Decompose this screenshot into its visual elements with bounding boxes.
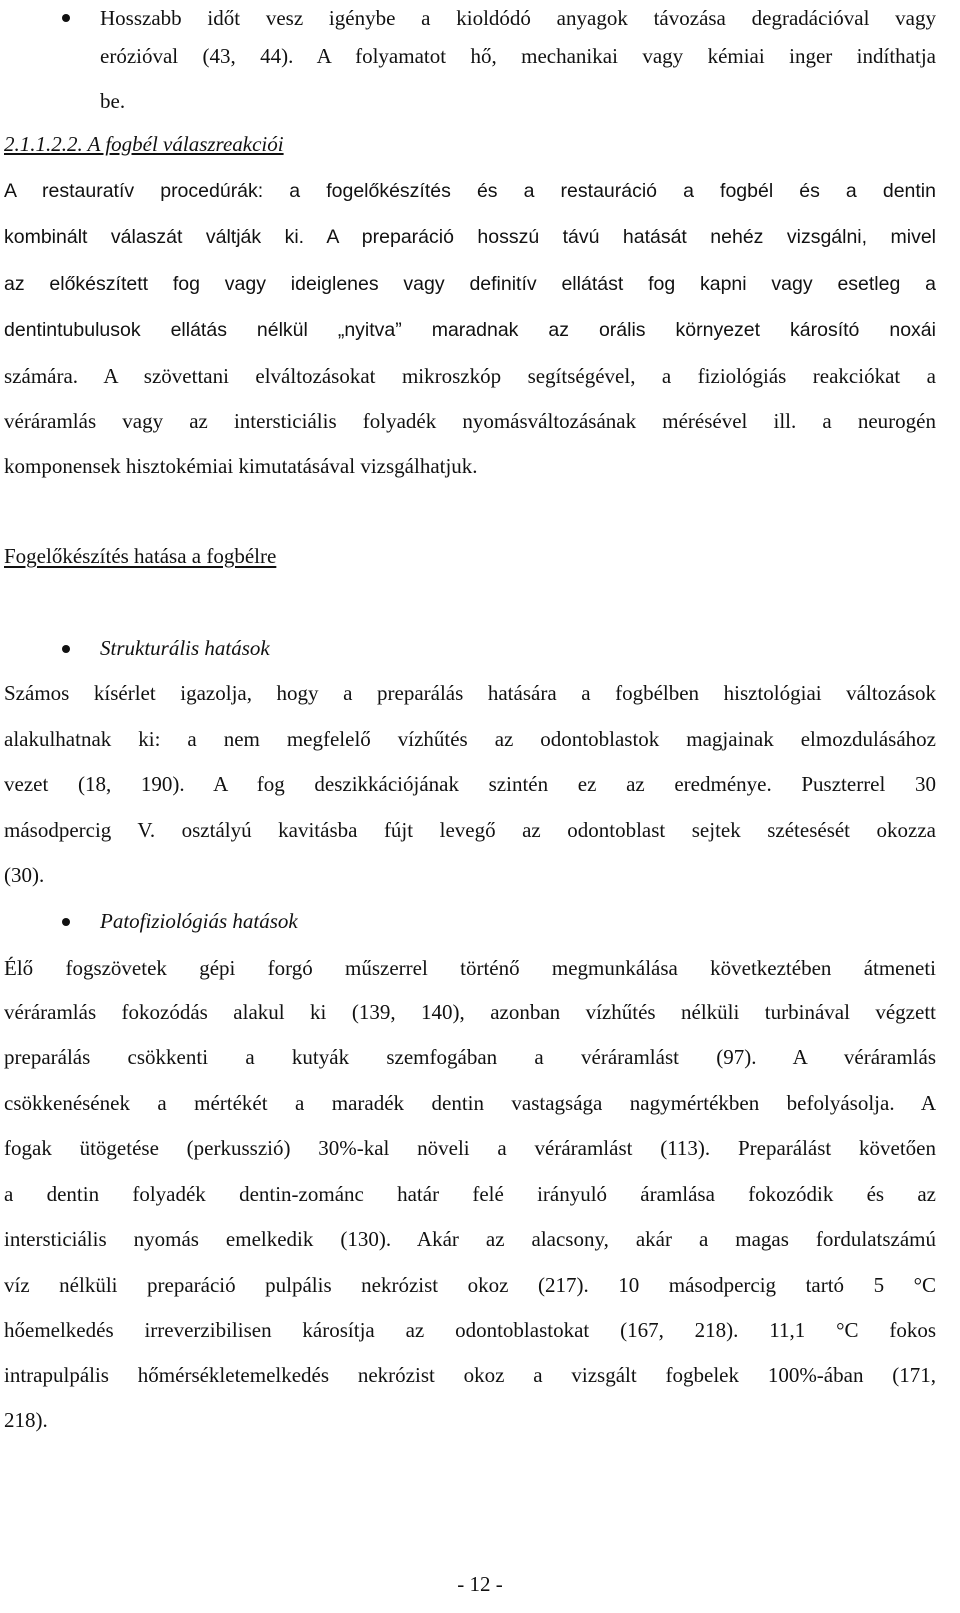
bullet-pathophys: Patofiziológiás hatások — [100, 909, 298, 933]
para1-line-6: véráramlás vagy az intersticiális folyadék nyomásváltozásának mérésével ill. a neurogén — [4, 409, 936, 433]
subheading: Fogelőkészítés hatása a fogbélre — [4, 544, 277, 568]
para1-line-2a — [4, 222, 936, 252]
intro-bullet-line-3: be. — [100, 89, 126, 113]
intro-bullet-line-2: erózióval (43, 44). A folyamatot hő, mechanikai vagy kémiai inger indíthatja — [100, 44, 936, 68]
para3-line-1: Élő fogszövetek gépi forgó műszerrel történő megmunkálása következtében átmeneti — [4, 956, 936, 980]
para1-line-1: A restauratív procedúrák: a fogelőkészítés és a restauráció a fogbél és a dentin — [4, 180, 936, 202]
para1-line-4: dentintubulusok ellátás nélkül „nyitva” maradnak az orális környezet károsító noxái — [4, 319, 936, 341]
para2-line-1: Számos kísérlet igazolja, hogy a preparálás hatására a fogbélben hisztológiai változások — [4, 681, 936, 705]
para3-line-6: a dentin folyadék dentin-zománc határ felé irányuló áramlása fokozódik és az — [4, 1182, 936, 1206]
para2-line-3: vezet (18, 190). A fog deszikkációjának szintén ez az eredménye. Puszterrel 30 — [4, 772, 936, 796]
para3-line-5: fogak ütögetése (perkusszió) 30%-kal növeli a véráramlást (113). Preparálást követően — [4, 1136, 936, 1160]
para3-line-9: hőemelkedés irreverzibilisen károsítja az odontoblastokat (167, 218). 11,1 °C fokos — [4, 1318, 936, 1342]
para2-line-5: (30). — [4, 863, 45, 887]
para2-line-2: alakulhatnak ki: a nem megfelelő vízhűtés az odontoblastok magjainak elmozdulásához — [4, 727, 936, 751]
bullet-structural: Strukturális hatások — [100, 636, 270, 660]
intro-bullet-line-1: Hosszabb időt vesz igénybe a kioldódó anyagok távozása degradációval vagy — [100, 6, 936, 30]
para1-line-5: számára. A szövettani elváltozásokat mikroszkóp segítségével, a fiziológiás reakciókat a — [4, 364, 936, 388]
para3-line-7: intersticiális nyomás emelkedik (130). Akár az alacsony, akár a magas fordulatszámú — [4, 1227, 936, 1251]
para2-line-4: másodpercig V. osztályú kavitásba fújt levegő az odontoblast sejtek szétesését okozza — [4, 818, 936, 842]
para3-line-4: csökkenésének a mértékét a maradék dentin vastagsága nagymértékben befolyásolja. A — [4, 1091, 936, 1115]
bullet-icon — [62, 14, 70, 22]
para3-line-11: 218). — [4, 1408, 48, 1432]
bullet-icon — [62, 918, 70, 926]
para1-line-7: komponensek hisztokémiai kimutatásával vizsgálhatjuk. — [4, 454, 478, 478]
section-heading: 2.1.1.2.2. A fogbél válaszreakciói — [4, 132, 284, 156]
para1-line-3: az előkészített fog vagy ideiglenes vagy definitív ellátást fog kapni vagy esetleg a — [4, 273, 936, 295]
para3-line-3: preparálás csökkenti a kutyák szemfogában a véráramlást (97). A véráramlás — [4, 1045, 936, 1069]
para1-line-2: kombinált válaszát váltják ki. A preparáció hosszú távú hatását nehéz vizsgálni, mivel — [4, 226, 936, 248]
para3-line-10: intrapulpális hőmérsékletemelkedés nekrózist okoz a vizsgált fogbelek 100%-ában (171, — [4, 1363, 936, 1387]
page-number: - 12 - — [457, 1572, 503, 1596]
para3-line-8: víz nélküli preparáció pulpális nekrózist okoz (217). 10 másodpercig tartó 5 °C — [4, 1273, 936, 1297]
bullet-icon — [62, 645, 70, 653]
para3-line-2: véráramlás fokozódás alakul ki (139, 140), azonban vízhűtés nélküli turbinával végzett — [4, 1000, 936, 1024]
